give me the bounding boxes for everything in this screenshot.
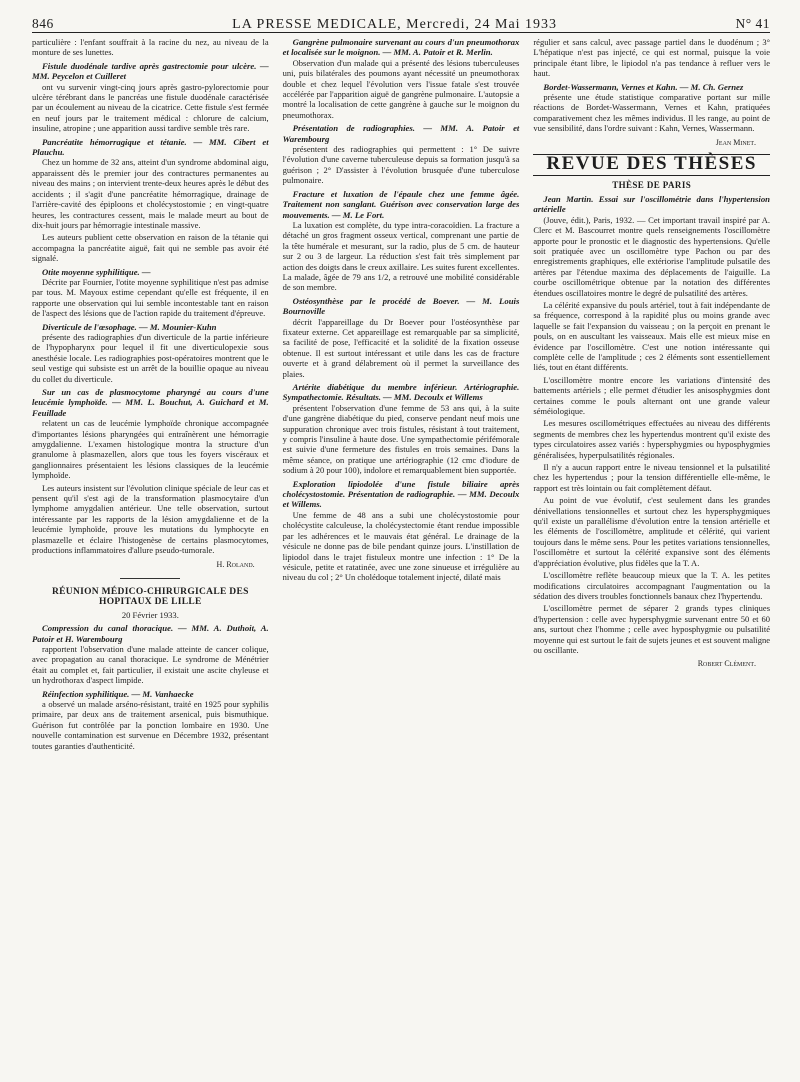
article-heading: Diverticule de l'œsophage. — M. Mounier-Kuhn [42, 321, 217, 332]
section-date: 20 Février 1933. [121, 609, 179, 620]
section-divider [120, 578, 180, 579]
paragraph: (Jouve, édit.), Paris, 1932. — Cet important travail inspiré par A. Clerc et M. Bascourret montre quels renseignements l'oscillomètre apporte pour le pronostic et le diagnostic des hypertensions. Qu'elle soit pratiquée avec un oscillomètre type Pachon ou par des enregistrements graphiques, elle extériorise l'amplitude pulsatile des artères par l'étendue maxima des déplacements de l'aiguille. La courbe oscillométrique obtenue par la notation des différentes étendues oscillatoires montre le degré de pulsatilité des artères. [533, 214, 771, 298]
article-heading: Jean Martin. Essai sur l'oscillométrie dans l'hypertension artérielle [533, 193, 771, 215]
article-heading: Fracture et luxation de l'épaule chez une femme âgée. Traitement non sanglant. Guérison avec conservation large des mouvements. — M. Le Fort. [282, 188, 520, 220]
paragraph: L'oscillomètre reflète beaucoup mieux que la T. A. les petites modifications circulatoires accompagnant l'augmentation ou la sédation des divers troubles fonctionnels banaux chez l'hypertendu. [533, 570, 771, 601]
journal-title: LA PRESSE MEDICALE, Mercredi, 24 Mai 1933 [232, 17, 558, 32]
column-right [533, 37, 770, 753]
author-signature: H. Roland. [216, 559, 255, 569]
article-heading: Sur un cas de plasmocytome pharyngé au cours d'une leucémie lymphoïde. — MM. L. Bouchut, A. Guichard et M. Feuillade [32, 387, 269, 418]
article-heading: Fistule duodénale tardive après gastrectomie pour ulcère. — MM. Peycelon et Cuilleret [32, 60, 269, 82]
article-heading: Ostéosynthèse par le procédé de Boever. — M. Louis Bournoville [282, 295, 520, 317]
paragraph: La célérité expansive du pouls artériel, tout à fait indépendante de sa fréquence, correspond à la rapidité plus ou moins grande avec laquelle se fait l'expansion du vaisseau ; on la perçoit en prenant le pouls, on en auscultant les vaisseaux. Mais elle est mieux mise en évidence par l'oscillomètre. C'est une notion intéressante qui complète celle de l'amplitude ; ces 2 éléments sont essentiellement liés, tout en étant différents. [533, 299, 771, 373]
paragraph: La luxation est complète, du type intra-coracoïdien. La fracture a détaché un gros fragment osseux vertical, comprenant une partie de la tête humérale et mesurant, sur la radio, plus de 5 cm. de hauteur sur 2 ou 3 de largeur. La réduction s'est fait très simplement par action des doigts dans le creux axillaire. Les suites furent excellentes. La malade, âgée de 79 ans 1/2, a retrouvé une mobilité considérable de son membre. [282, 219, 520, 293]
paragraph: Les auteurs insistent sur l'évolution clinique spéciale de leur cas et pensent qu'il s'est agi de la transformation plasmocytaire d'un lymphome amygdalien antérieur. Une telle observation, surtout intéressante par les rapports de la lésion amygdalienne et de la leucémie lymphoïde, prouve les mutations du lymphocyte en plasmazelle et éclaire l'histogenèse de certains plasmocytomes, productions inflammatoires d'allure pseudo-tumorale. [32, 482, 269, 556]
page-number: 846 [32, 16, 54, 31]
paragraph: décrit l'appareillage du Dr Boever pour l'ostéosynthèse par fixateur externe. Cet appareillage est remarquable par sa simplicité, sa facilité de pose, l'efficacité et la solidité de la fixation osseuse obtenue. Il est surtout intéressant et utile dans les cas de fracture ouverte et à grand délabrement où il permet la surveillance des plaies. [282, 316, 520, 379]
paragraph: Les auteurs publient cette observation en raison de la tétanie qui accompagna la pancréatite aiguë, fait qui ne semble pas avoir été signalé. [32, 232, 269, 264]
paragraph: Il n'y a aucun rapport entre le niveau tensionnel et la pulsatilité chez les hypertendus ; pour la tension différentielle elle-même, le rapport est très lointain ou fait complètement défaut. [533, 462, 771, 493]
paragraph: rapportent l'observation d'une malade atteinte de cancer colique, avec propagation au canal thoracique. Le syndrome de Ménétrier était au complet et, fait particulier, il existait une ascite chyleuse et un hydrothorax d'aspect limpide. [32, 643, 269, 686]
paragraph: Décrite par Fournier, l'otite moyenne syphilitique n'est pas admise par tous. M. Mayoux estime cependant qu'elle est fréquente, il en rapporte une observation qui lui semble incontestable tant en raison de l'aspect des lésions que de l'action rapide du traitement d'épreuve. [32, 276, 269, 319]
article-heading: Réinfection syphilitique. — M. Vanhaecke [42, 688, 194, 699]
article-heading: Présentation de radiographies. — MM. A. Patoir et Warembourg [282, 123, 520, 144]
paragraph: présentent l'observation d'une femme de 53 ans qui, à la suite d'une gangrène diabétique du pied, conserve pendant neuf mois une suppuration chronique avec trois fistules, résistant à tout traitement, y compris l'insuline à haute dose. Une sympathectomie périfémorale est suivie d'une fermeture des fistules en trois semaines. Dans la même séance, on pratique une artériographie (12 cmc d'iodure de sodium à 20 pour 100), indolore et remarquablement bien supportée. [282, 402, 520, 476]
paragraph: L'oscillomètre permet de séparer 2 grands types cliniques d'hypertension : celle avec hypersphygmie survenant entre 50 et 60 ans, surtout chez l'homme ; celle avec hyposphygmie ou pulsatilité moyenne qui est surtout le fait de sujets jeunes et est souvent maligne ou oscillante. [533, 603, 771, 655]
paragraph: présentent des radiographies qui permettent : 1° De suivre l'évolution d'une caverne tuberculeuse depuis sa formation jusqu'à sa guérison ; 2° D'assister à l'évolution brusquée d'une tuberculose pulmonaire. [282, 144, 520, 186]
article-heading: Bordet-Wassermann, Vernes et Kahn. — M. Ch. Gernez [543, 81, 744, 92]
column-middle [283, 37, 520, 753]
column-left [32, 37, 269, 753]
paragraph: Les mesures oscillométriques effectuées au niveau des différents segments de membres chez les hypertendus montrent qu'il existe des types circulatoires assez variés : hypersphygmies ou hyposphygmies généralisées, hyperpulsatilités régionales. [533, 418, 771, 460]
review-section-banner [533, 154, 770, 176]
paragraph: Chez un homme de 32 ans, atteint d'un syndrome abdominal aigu, apparaissent dès le premier jour des contractures permanentes au niveau des mains ; on intervient trente-deux heures après le début des accidents ; il s'agit d'une pancréatite hémorragique, drainage de l'arrière-cavité des épiploons et cholécystostomie ; en vingt-quatre heures, les contractures cessent, mais le malade meurt au bout de dix-huit jours par hémorragie intestinale massive. [32, 157, 269, 230]
review-section-title: REVUE DES THÈSES [546, 153, 757, 175]
paragraph: régulier et sans calcul, avec passage partiel dans le duodénum ; 3° L'hépatique n'est pas injecté, ce qui est normal, puisque la voie principale étant libre, le lipiodol n'a pas tendance à refluer vers le haut. [533, 37, 771, 79]
author-signature: Robert Clément. [697, 659, 757, 669]
section-title: RÉUNION MÉDICO-CHIRURGICALE DES HOPITAUX DE LILLE [51, 586, 249, 608]
subsection-title: THÈSE DE PARIS [612, 180, 692, 191]
paragraph: Observation d'un malade qui a présenté des lésions tuberculeuses uni, puis bilatérales des poumons ayant nécessité un pneumothorax double et chez lequel l'évolution vers l'issue fatale s'est trouvée accélérée par l'apparition aiguë de gangrène pulmonaire. L'autopsie a montré la localisation de cette gangrène à gauche sur le moignon du pneumothorax. [282, 57, 520, 120]
article-heading: Exploration lipiodolée d'une fistule biliaire après cholécystostomie. Présentation de radiographie. — MM. Decoulx et Willems. [282, 478, 520, 510]
author-signature: Jean Minet. [715, 137, 757, 147]
article-heading: Gangrène pulmonaire survenant au cours d'un pneumothorax et localisée sur le moignon. — MM. A. Patoir et R. Merlin. [282, 37, 520, 58]
article-heading: Otite moyenne syphilitique. — [42, 266, 151, 277]
paragraph: relatent un cas de leucémie lymphoïde chronique accompagnée d'importantes lésions pharyngées qui entraînèrent une hémorragie amygdalienne. L'examen histologique montra la structure d'un granulome à plasmazellen, alors que tous les foyers viscéraux et ganglionnaires présentaient les lésions classiques de la leucémie lymphoïde. [32, 418, 269, 481]
paragraph: a observé un malade arséno-résistant, traité en 1925 pour syphilis primaire, par deux ans de traitement arsenical, puis bismuthique. Guérison fut contrôlée par la ponction lombaire en 1930. Une nouvelle contamination est survenue en Décembre 1932, présentant toutes garanties d'authenticité. [32, 698, 269, 751]
article-heading: Pancréatite hémorragique et tétanie. — MM. Cibert et Plauchu. [32, 136, 269, 158]
paragraph: Au point de vue évolutif, c'est seulement dans les grandes dénivellations tensionnelles et surtout chez les hypersphygmiques qu'il existe un parallélisme d'évolution entre la tension artérielle et les éléments de l'oscillomètre, amplitude et célérité, qui varient toujours dans le même sens. Pour les petites variations tensionnelles, l'oscillomètre et surtout la célérité expansive sont des éléments d'appréciation évolutive, plus fidèles que la T. A. [533, 495, 771, 568]
issue-number: N° 41 [735, 16, 770, 31]
paragraph: présente des radiographies d'un diverticule de la partie inférieure de l'hypopharynx pour lequel il fit une diverticulopexie sous anesthésie locale. Les radiographies post-opératoires montrent que le seul vestige qui subsiste est un arrêt de la bouillie opaque au niveau du collet du diverticule. [32, 331, 269, 384]
article-heading: Artérite diabétique du membre inférieur. Artériographie. Sympathectomie. Résultats. — MM. Decoulx et Willems [282, 382, 520, 403]
paragraph: particulière : l'enfant souffrait à la racine du nez, au niveau de la monture de ses lunettes. [32, 37, 269, 58]
text-columns [32, 37, 770, 753]
article-heading: Compression du canal thoracique. — MM. A. Duthoit, A. Patoir et H. Warembourg [32, 623, 269, 644]
page-header [32, 0, 770, 30]
paragraph: présente une étude statistique comparative portant sur mille réactions de Bordet-Wassermann, Vernes et Kahn, pratiquées comparativement chez les mêmes individus. Il les range, au point de vue sensibilité, dans l'ordre suivant : Kahn, Vernes, Wassermann. [533, 92, 771, 134]
paragraph: Une femme de 48 ans a subi une cholécystostomie pour cholécystite calculeuse, la cholécystectomie étant rendue impossible par les adhérences et le mauvais état général. Le drainage de la vésicule ne donne pas de bile pendant quinze jours. L'instillation de lipiodol dans le trajet fistuleux montre une infection : 1° De la vésicule, petite et ratatinée, avec une zone sinueuse et irrégulière au niveau du col ; 2° Un cholédoque totalement injecté, dilaté mais [282, 509, 520, 583]
paragraph: L'oscillomètre montre encore les variations d'intensité des battements artériels ; elle permet d'étudier les anisosphygmies dont certaines comme le pouls alternant ont une grande valeur séméiologique. [533, 374, 771, 416]
paragraph: ont vu survenir vingt-cinq jours après gastro-pylorectomie pour ulcère térébrant dans le pancréas une fistule duodénale caractérisée par un écoulement au niveau de la cicatrice. Cette fistule s'est fermée en neuf jours par le traitement médical : chlorure de calcium, insuline, atropine ; une apparition aussi tardive semble très rare. [32, 81, 269, 134]
